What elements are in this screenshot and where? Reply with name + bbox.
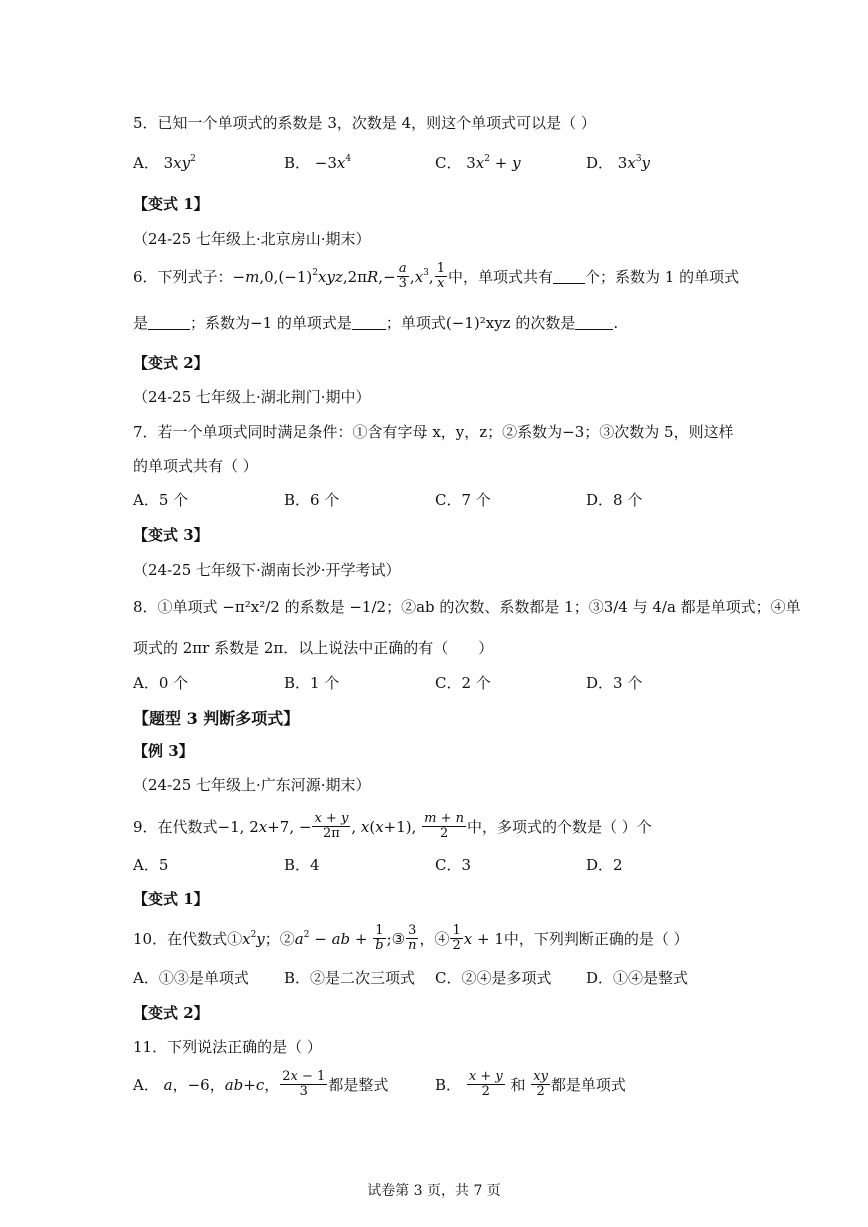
q7-option-b: B．6 个: [284, 491, 340, 509]
q10-option-a: A．①③是单项式: [133, 969, 249, 987]
question-8-line-2: 项式的 2πr 系数是 2π．以上说法中正确的有（ ）: [133, 639, 494, 657]
q10-option-c: C．②④是多项式: [435, 969, 552, 987]
variant-1b-label: 【变式 1】: [133, 890, 209, 908]
q11-option-a: A． a，−6，ab+c， $\frac{2x - 1}{3}$ 都是整式: [133, 1069, 389, 1099]
variant-1-label: 【变式 1】: [133, 195, 209, 213]
variant-1-source: （24-25 七年级上·北京房山·期末）: [133, 230, 371, 248]
question-7-line-1: 7．若一个单项式同时满足条件：①含有字母 x，y，z；②系数为−3；③次数为 5，则这样: [133, 423, 734, 441]
question-6-line-1: 6．下列式子：$-m,0,(-1)^2xyz,2\pi R,-$ $\frac{a}{3}$ $,x^3$, $\frac{1}{x}$ 中，单项式共有 个；系数为 1 的单项式: [133, 261, 740, 291]
example-3-label: 【例 3】: [133, 742, 194, 760]
question-5-stem: 5．已知一个单项式的系数是 3，次数是 4，则这个单项式可以是（ ）: [133, 114, 596, 132]
question-6-line-2: 是 ；系数为−1 的单项式是 ；单项式(−1)²xyz 的次数是 .: [133, 314, 619, 332]
question-10-stem: 10．在代数式$①x^2y$；$②a^2$ − ab + $\frac{1}{b}$ ;③ $\frac{3}{n}$ ，④ $\frac{1}{2}$ x + 1中，下列判断正确的是（ ）: [133, 923, 689, 953]
question-7-line-2: 的单项式共有（ ）: [133, 457, 258, 475]
variant-2b-label: 【变式 2】: [133, 1004, 209, 1022]
variant-2-label: 【变式 2】: [133, 354, 209, 372]
q5-option-b: B． $-3x^4$: [284, 154, 352, 172]
q11-option-b: B． $\frac{x + y}{2}$ 和 $\frac{xy}{2}$ 都是单项式: [435, 1069, 626, 1099]
section-heading-type-3: 【题型 3 判断多项式】: [133, 709, 300, 728]
variant-3-source: （24-25 七年级下·湖南长沙·开学考试）: [133, 561, 401, 579]
question-8-line-1: 8．①单项式 −π²x²/2 的系数是 −1/2；②ab 的次数、系数都是 1；③3/4 与 4/a 都是单项式；④单: [133, 598, 801, 616]
q8-option-c: C．2 个: [435, 674, 491, 692]
q5-option-a: A． $3xy^2$: [133, 154, 196, 172]
q7-option-a: A．5 个: [133, 491, 189, 509]
page-footer: 试卷第 3 页，共 7 页: [367, 1183, 501, 1199]
q9-option-b: B．4: [284, 856, 320, 874]
q8-option-b: B．1 个: [284, 674, 340, 692]
q8-option-d: D．3 个: [586, 674, 643, 692]
q9-option-c: C．3: [435, 856, 472, 874]
variant-2-source: （24-25 七年级上·湖北荆门·期中）: [133, 388, 371, 406]
variant-3-label: 【变式 3】: [133, 526, 209, 544]
q5-option-d: D． $3x^3y$: [586, 154, 651, 172]
q7-option-c: C．7 个: [435, 491, 491, 509]
example-3-source: （24-25 七年级上·广东河源·期末）: [133, 776, 371, 794]
q10-option-b: B．②是二次三项式: [284, 969, 416, 987]
q10-option-d: D．①④是整式: [586, 969, 689, 987]
q8-option-a: A．0 个: [133, 674, 189, 692]
q9-option-a: A．5: [133, 856, 169, 874]
q5-option-c: C． $3x^2 + y$: [435, 154, 521, 172]
question-11-stem: 11．下列说法正确的是（ ）: [133, 1038, 322, 1056]
question-9-stem: 9．在代数式−1, 2x+7, − $\frac{x + y}{2\pi}$ , x(x+1), $\frac{m + n}{2}$ 中，多项式的个数是（ ）个: [133, 811, 652, 841]
q9-option-d: D．2: [586, 856, 623, 874]
q7-option-d: D．8 个: [586, 491, 643, 509]
